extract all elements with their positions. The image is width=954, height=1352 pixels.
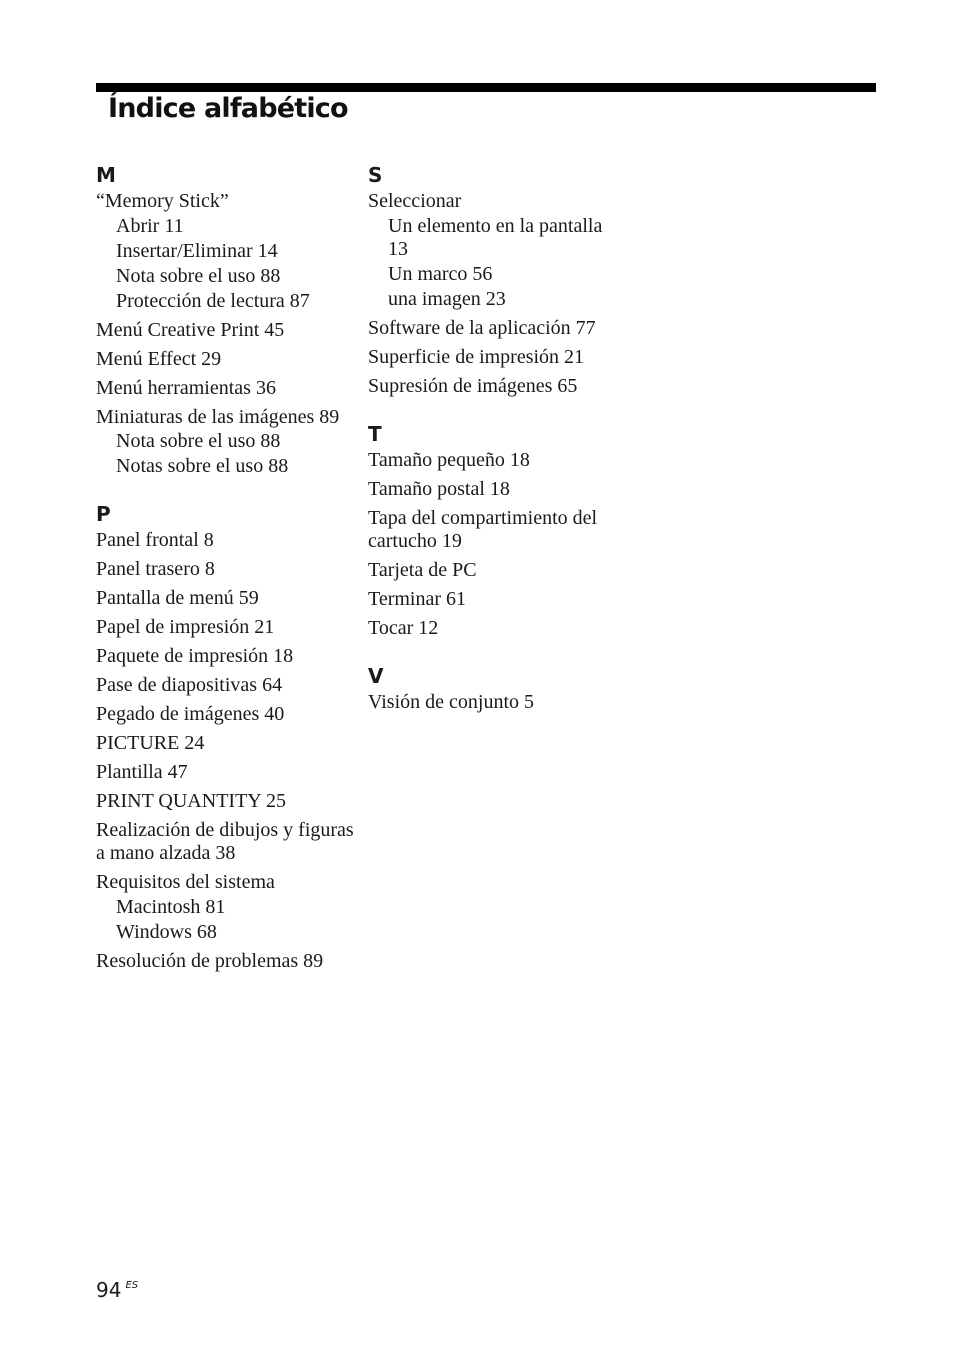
index-entry	[368, 375, 618, 399]
index-entry-text: Tarjeta de PC	[368, 559, 477, 581]
index-entry	[96, 558, 356, 582]
index-subentry: Nota sobre el uso 88	[116, 264, 281, 287]
page-footer	[96, 1278, 138, 1302]
index-entry	[96, 348, 356, 372]
index-entry-text: Visión de conjunto 5	[368, 690, 535, 713]
page-title: Índice alfabético	[108, 93, 348, 124]
index-entry-text: Miniaturas de las imágenes 89	[96, 405, 340, 428]
index-entry-text: Tocar 12	[368, 617, 439, 639]
index-entry	[96, 406, 356, 479]
index-entry	[96, 319, 356, 343]
index-subentry: Notas sobre el uso 88	[116, 455, 289, 477]
index-entry	[368, 617, 618, 641]
index-entry-text: Menú Effect 29	[96, 347, 222, 370]
index-entry-text: Menú herramientas 36	[96, 376, 276, 399]
index-subentry: Un marco 56	[388, 263, 493, 285]
index-column-left	[96, 160, 356, 993]
index-subentries	[368, 215, 618, 312]
index-entry	[96, 761, 356, 785]
index-subentry: Un elemento en la pantalla 13	[388, 214, 603, 260]
index-entry	[96, 587, 356, 611]
index-entry-text: Plantilla 47	[96, 760, 188, 783]
index-entry-text: PRINT QUANTITY 25	[96, 789, 286, 812]
index-entry	[96, 674, 356, 698]
index-subentry: Abrir 11	[116, 214, 184, 237]
index-entry	[96, 616, 356, 640]
index-section	[368, 419, 618, 641]
section-letter: V	[368, 663, 384, 688]
section-letter: T	[368, 421, 382, 446]
header-rule	[96, 83, 876, 92]
index-entry	[368, 691, 618, 715]
index-entry	[96, 377, 356, 401]
index-entry	[368, 588, 618, 612]
index-section	[96, 499, 356, 974]
index-entry-text: Panel frontal 8	[96, 528, 214, 551]
index-entry-text: PICTURE 24	[96, 731, 205, 754]
index-subentry: Macintosh 81	[116, 895, 226, 918]
index-entry	[368, 507, 618, 554]
index-entry-text: Terminar 61	[368, 588, 467, 610]
index-entry	[368, 190, 618, 312]
index-entry-text: Requisitos del sistema	[96, 871, 275, 893]
index-entry	[368, 478, 618, 502]
index-entry	[368, 317, 618, 341]
index-entry-text: “Memory Stick”	[96, 190, 229, 212]
index-entry	[368, 346, 618, 370]
section-letter: M	[96, 163, 116, 187]
index-entry	[368, 559, 618, 583]
section-letter: S	[368, 163, 383, 187]
index-entry-text: Pase de diapositivas 64	[96, 673, 283, 696]
index-entry-text: Tamaño pequeño 18	[368, 448, 530, 471]
index-entry-text: Resolución de problemas 89	[96, 949, 324, 972]
index-entry-text: Pantalla de menú 59	[96, 586, 259, 609]
index-subentries	[96, 430, 356, 479]
index-entry-text: Pegado de imágenes 40	[96, 702, 285, 725]
index-entry-text: Software de la aplicación 77	[368, 317, 596, 339]
index-subentry: Insertar/Eliminar 14	[116, 239, 278, 262]
index-subentry: una imagen 23	[388, 288, 506, 310]
index-column-right	[368, 160, 618, 734]
index-entry	[96, 950, 356, 974]
index-entry	[96, 529, 356, 553]
index-entry-text: Tapa del compartimiento del cartucho 19	[368, 506, 598, 552]
language-tag: ES	[125, 1280, 139, 1291]
page-number: 94	[96, 1278, 122, 1302]
index-subentries	[96, 896, 356, 945]
index-subentry: Protección de lectura 87	[116, 289, 310, 312]
index-entry	[96, 645, 356, 669]
index-entry	[96, 819, 356, 866]
index-entry-text: Menú Creative Print 45	[96, 318, 285, 341]
index-entry-text: Papel de impresión 21	[96, 615, 275, 638]
index-section	[368, 661, 618, 715]
index-section	[96, 160, 356, 479]
index-section	[368, 160, 618, 399]
index-entry-text: Tamaño postal 18	[368, 477, 510, 500]
section-letter: P	[96, 501, 111, 526]
index-entry-text: Seleccionar	[368, 190, 462, 212]
index-entry-text: Superficie de impresión 21	[368, 346, 585, 368]
index-entry	[96, 190, 356, 313]
index-entry-text: Panel trasero 8	[96, 557, 215, 580]
index-entry	[368, 449, 618, 473]
index-entry	[96, 703, 356, 727]
index-entry-text: Supresión de imágenes 65	[368, 375, 578, 397]
index-entry-text: Realización de dibujos y figuras a mano alzada 38	[96, 818, 354, 864]
index-entry	[96, 732, 356, 756]
index-subentry: Windows 68	[116, 920, 217, 943]
index-entry	[96, 871, 356, 944]
index-entry-text: Paquete de impresión 18	[96, 644, 294, 667]
index-subentries	[96, 215, 356, 314]
index-entry	[96, 790, 356, 814]
index-subentry: Nota sobre el uso 88	[116, 430, 281, 452]
